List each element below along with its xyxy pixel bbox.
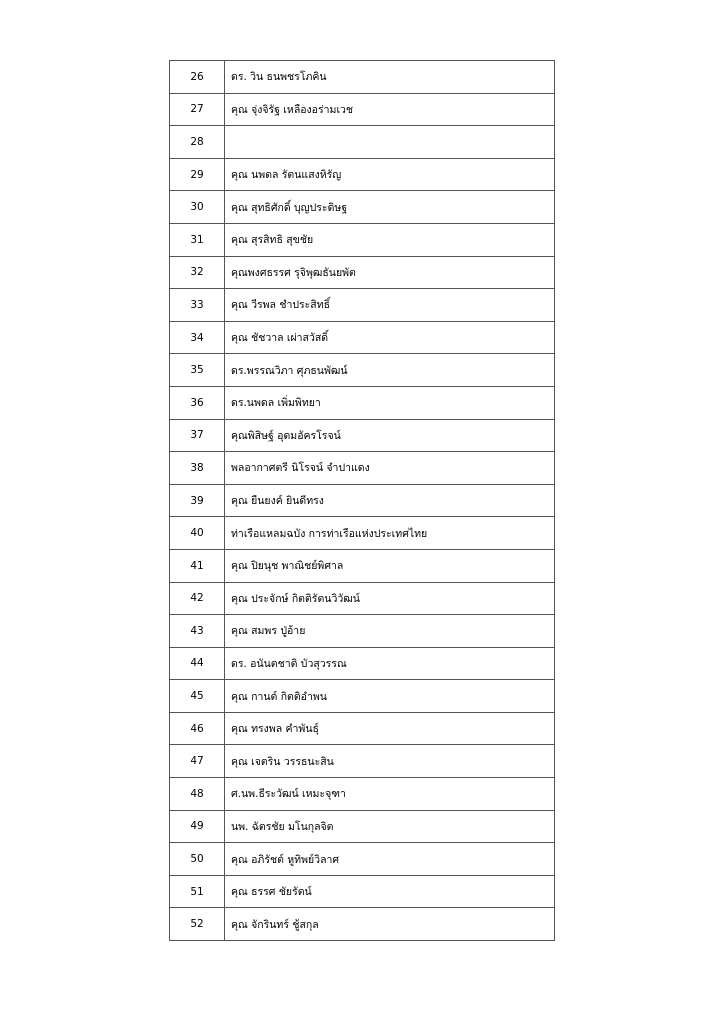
table-row: [170, 93, 555, 126]
row-number: 38: [170, 452, 225, 485]
table-row: [170, 419, 555, 452]
row-name: คุณ ชัชวาล เผ่าสวัสดิ์: [225, 321, 555, 354]
row-name: ศ.นพ.ธีระวัฒน์ เหมะจุฑา: [225, 778, 555, 811]
table-row: [170, 158, 555, 191]
row-name: คุณ ธรรศ ชัยรัตน์: [225, 875, 555, 908]
row-number: 30: [170, 191, 225, 224]
row-name: คุณพิสิษฐ์ อุดมอัครโรจน์: [225, 419, 555, 452]
table-row: [170, 745, 555, 778]
row-number: 34: [170, 321, 225, 354]
row-number: 43: [170, 615, 225, 648]
row-name: คุณ ประจักษ์ กิตติรัตนวิวัฒน์: [225, 582, 555, 615]
row-number: 45: [170, 680, 225, 713]
table-row: [170, 126, 555, 159]
row-number: 35: [170, 354, 225, 387]
row-name: พลอากาศตรี นิโรจน์ จำปาแดง: [225, 452, 555, 485]
row-name: ดร. อนันตชาติ บัวสุวรรณ: [225, 647, 555, 680]
table-row: [170, 680, 555, 713]
row-number: 26: [170, 61, 225, 94]
row-name: คุณ วีรพล ชำประสิทธิ์: [225, 289, 555, 322]
row-number: 32: [170, 256, 225, 289]
table-row: [170, 223, 555, 256]
row-name: ดร.นพดล เพิ่มพิทยา: [225, 386, 555, 419]
table-row: [170, 484, 555, 517]
table-row: [170, 517, 555, 550]
row-number: 48: [170, 778, 225, 811]
row-name: ดร. วิน ธนพชรโภคิน: [225, 61, 555, 94]
row-number: 31: [170, 223, 225, 256]
table-row: [170, 386, 555, 419]
row-name: คุณ นพดล รัตนแสงหิรัญ: [225, 158, 555, 191]
name-list-table: [169, 60, 555, 941]
table-row: [170, 712, 555, 745]
table-row: [170, 549, 555, 582]
table-row: [170, 875, 555, 908]
row-number: 46: [170, 712, 225, 745]
row-number: 39: [170, 484, 225, 517]
row-number: 37: [170, 419, 225, 452]
table-row: [170, 843, 555, 876]
row-number: 47: [170, 745, 225, 778]
row-name: คุณ จักรินทร์ ชู้สกุล: [225, 908, 555, 941]
row-number: 51: [170, 875, 225, 908]
table-row: [170, 582, 555, 615]
row-number: 42: [170, 582, 225, 615]
row-name: คุณ สมพร ปู่อ้าย: [225, 615, 555, 648]
row-name: คุณ จุ่งจิรัฐ เหลืองอร่ามเวช: [225, 93, 555, 126]
row-number: 28: [170, 126, 225, 159]
table-row: [170, 61, 555, 94]
row-number: 29: [170, 158, 225, 191]
row-name: [225, 126, 555, 159]
row-number: 49: [170, 810, 225, 843]
row-name: คุณ อภิรัชต์ หูทิพย์วิลาศ: [225, 843, 555, 876]
row-number: 40: [170, 517, 225, 550]
row-name: ท่าเรือแหลมฉบัง การท่าเรือแห่งประเทศไทย: [225, 517, 555, 550]
row-number: 41: [170, 549, 225, 582]
row-number: 36: [170, 386, 225, 419]
table-body: [170, 61, 555, 941]
row-number: 50: [170, 843, 225, 876]
row-name: คุณ ยืนยงค์ ยินดีทรง: [225, 484, 555, 517]
table-row: [170, 354, 555, 387]
row-name: คุณ เจตริน วรรธนะสิน: [225, 745, 555, 778]
row-name: คุณ ทรงพล คำพันธุ์: [225, 712, 555, 745]
table-row: [170, 191, 555, 224]
row-number: 33: [170, 289, 225, 322]
row-name: ดร.พรรณวิภา ศุภธนพัฒน์: [225, 354, 555, 387]
table-row: [170, 256, 555, 289]
table-row: [170, 289, 555, 322]
table-row: [170, 810, 555, 843]
row-number: 27: [170, 93, 225, 126]
table-row: [170, 647, 555, 680]
row-name: คุณ สุทธิศักดิ์ บุญประดิษฐ: [225, 191, 555, 224]
table-row: [170, 452, 555, 485]
row-name: คุณ กานต์ กิตติอำพน: [225, 680, 555, 713]
row-number: 44: [170, 647, 225, 680]
table-row: [170, 778, 555, 811]
row-name: นพ. ฉัตรชัย มโนกุลจิต: [225, 810, 555, 843]
table-row: [170, 321, 555, 354]
row-name: คุณพงศธรรศ รุจิพุฒธันยพัต: [225, 256, 555, 289]
row-name: คุณ สุรสิทธิ สุขชัย: [225, 223, 555, 256]
row-name: คุณ ปิยนุช พาณิชย์พิศาล: [225, 549, 555, 582]
table-row: [170, 908, 555, 941]
table-row: [170, 615, 555, 648]
row-number: 52: [170, 908, 225, 941]
